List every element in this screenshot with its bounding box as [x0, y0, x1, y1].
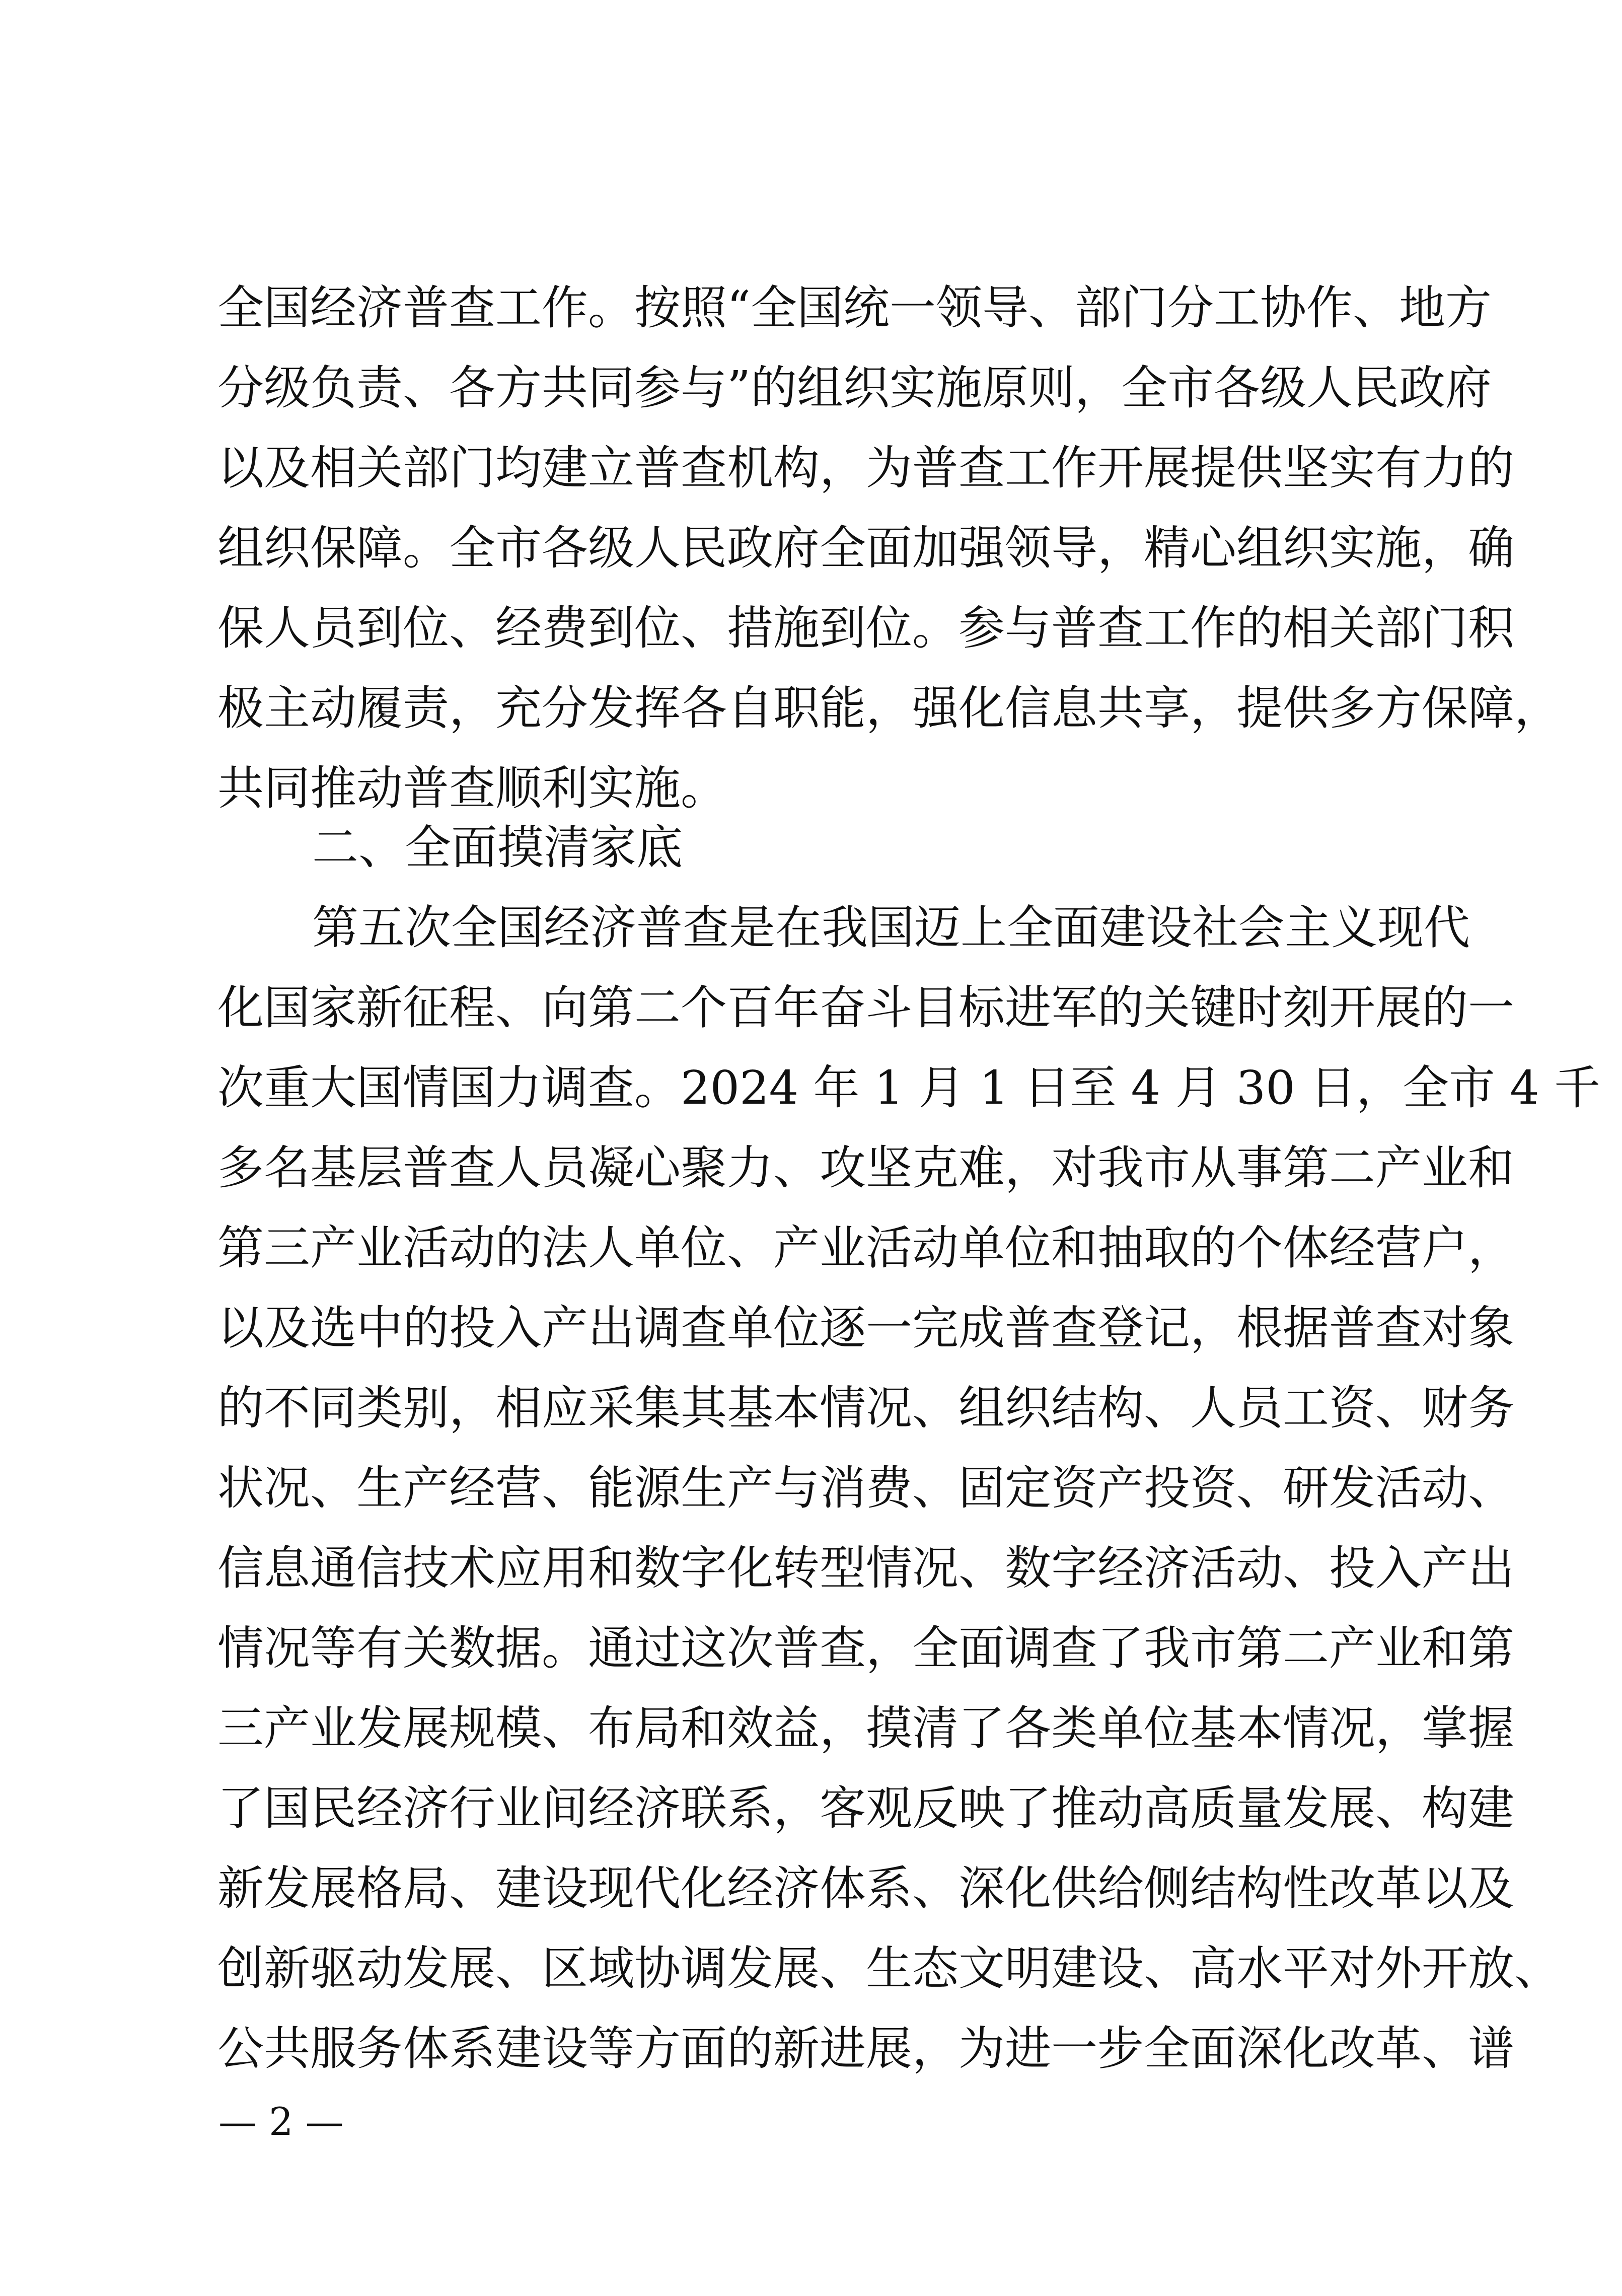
paragraph-line: 多名基层普查人员凝心聚力、攻坚克难，对我市从事第二产业和	[217, 1141, 1515, 1195]
paragraph-line: 分级负责、各方共同参与”的组织实施原则，全市各级人民政府	[217, 361, 1492, 415]
section-heading: 二、全面摸清家底	[312, 821, 683, 875]
paragraph-line: 信息通信技术应用和数字化转型情况、数字经济活动、投入产出	[217, 1541, 1515, 1595]
paragraph-line: 第三产业活动的法人单位、产业活动单位和抽取的个体经营户，	[217, 1221, 1515, 1275]
paragraph-line: 新发展格局、建设现代化经济体系、深化供给侧结构性改革以及	[217, 1861, 1515, 1915]
paragraph-line: 状况、生产经营、能源生产与消费、固定资产投资、研发活动、	[217, 1461, 1515, 1515]
paragraph-line: 的不同类别，相应采集其基本情况、组织结构、人员工资、财务	[217, 1381, 1515, 1435]
paragraph-line: 第五次全国经济普查是在我国迈上全面建设社会主义现代	[312, 901, 1470, 955]
paragraph-line: 情况等有关数据。通过这次普查，全面调查了我市第二产业和第	[217, 1621, 1515, 1675]
paragraph-line: 极主动履责，充分发挥各自职能，强化信息共享，提供多方保障，	[217, 681, 1561, 735]
paragraph-line: 创新驱动发展、区域协调发展、生态文明建设、高水平对外开放、	[217, 1942, 1561, 1995]
paragraph-line: 公共服务体系建设等方面的新进展，为进一步全面深化改革、谱	[217, 2022, 1515, 2075]
paragraph-line: 了国民经济行业间经济联系，客观反映了推动高质量发展、构建	[217, 1781, 1515, 1835]
paragraph-line: 三产业发展规模、布局和效益，摸清了各类单位基本情况，掌握	[217, 1701, 1515, 1755]
paragraph-line: 组织保障。全市各级人民政府全面加强领导，精心组织实施，确	[217, 521, 1515, 575]
paragraph-line: 以及相关部门均建立普查机构，为普查工作开展提供坚实有力的	[217, 441, 1515, 495]
paragraph-line: 次重大国情国力调查。2024 年 1 月 1 日至 4 月 30 日，全市 4 千	[217, 1061, 1601, 1115]
page-number: — 2 —	[218, 2099, 344, 2144]
paragraph-line: 化国家新征程、向第二个百年奋斗目标进军的关键时刻开展的一	[217, 981, 1515, 1035]
paragraph-line: 共同推动普查顺利实施。	[217, 761, 727, 815]
paragraph-line: 保人员到位、经费到位、措施到位。参与普查工作的相关部门积	[217, 601, 1515, 655]
paragraph-line: 全国经济普查工作。按照“全国统一领导、部门分工协作、地方	[217, 281, 1492, 335]
paragraph-line: 以及选中的投入产出调查单位逐一完成普查登记，根据普查对象	[217, 1301, 1515, 1355]
